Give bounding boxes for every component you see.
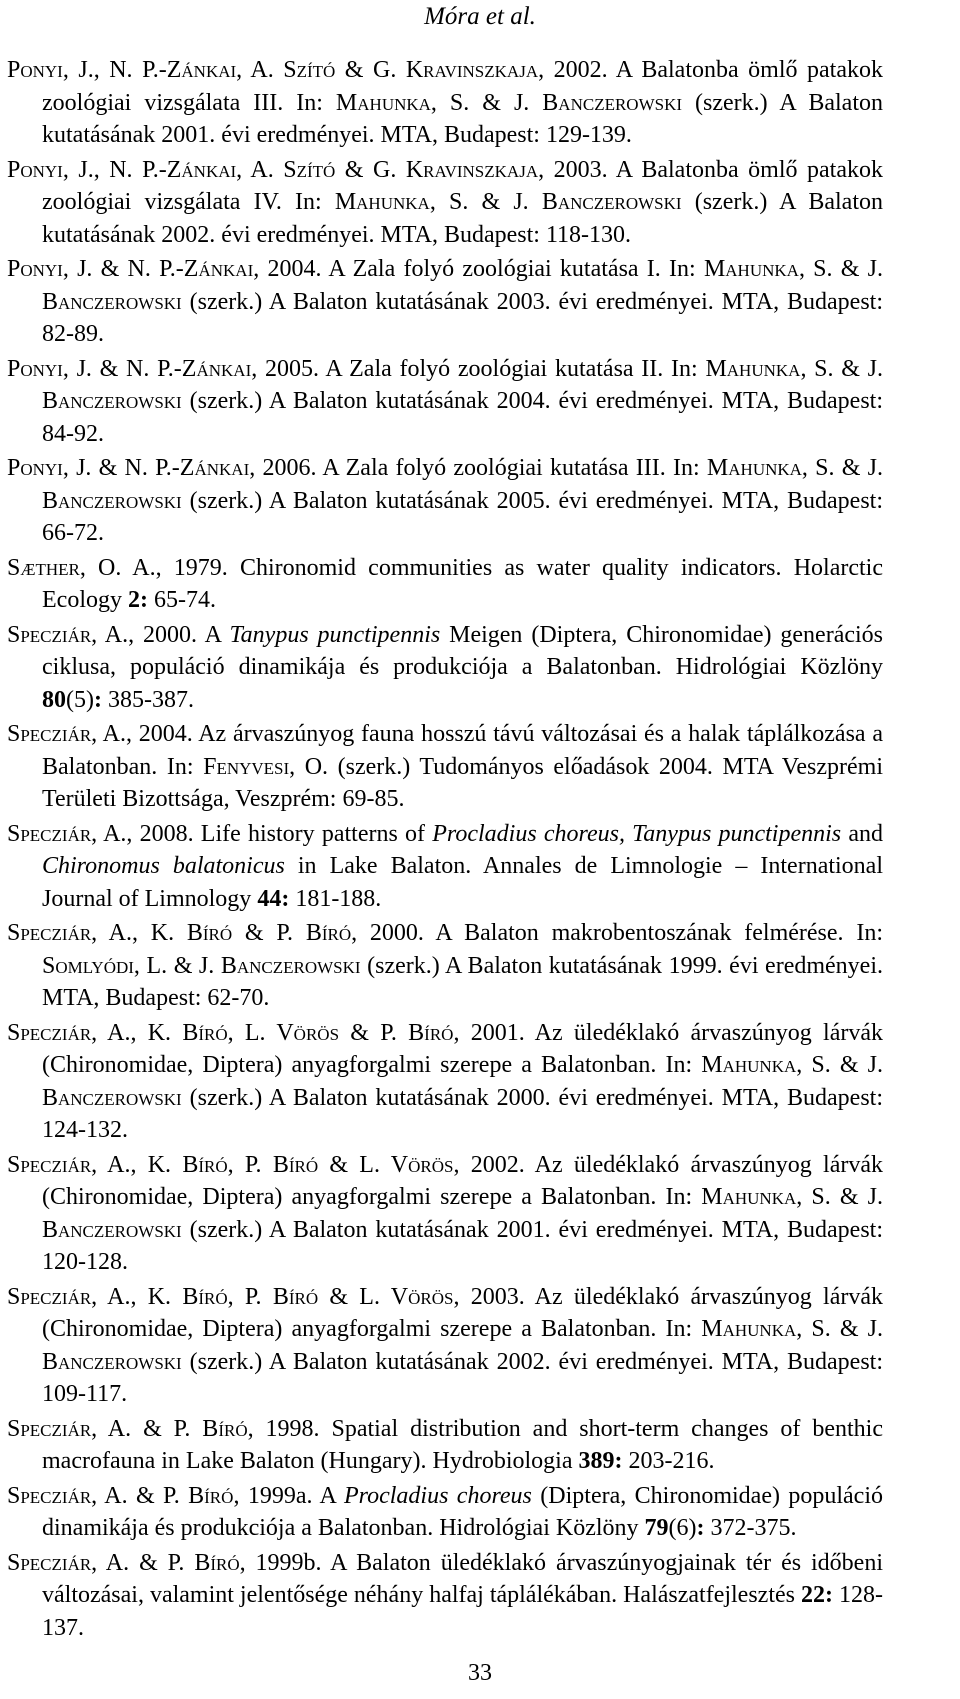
reference-text: Tanypus punctipennis	[229, 621, 441, 648]
reference-text: , 2008. Life history patterns of	[126, 820, 433, 847]
reference-text: Chironomus balatonicus	[42, 853, 285, 879]
reference-entry	[7, 1480, 883, 1545]
reference-text: (szerk.) Tudományos előadások 2004. MTA Veszprémi Területi Bizottsága, Veszprém: 69-85.	[42, 753, 884, 812]
reference-text: Mahunka, S. & J. Banczerowski	[334, 189, 682, 215]
reference-text: Mahunka, S. & J. Banczerowski	[42, 1184, 884, 1243]
reference-text: Specziár, A. & P. Bíró	[7, 1482, 234, 1509]
reference-text: (szerk.) A Balaton kutatásának 1999. évi eredményei. MTA, Budapest: 62-70.	[42, 952, 883, 1011]
reference-text: Ponyi, J. & N. P.-Zánkai	[7, 355, 252, 382]
reference-text: (szerk.) A Balaton kutatásának 2004. évi eredményei. MTA, Budapest: 84-92.	[42, 388, 883, 447]
reference-text: , 2004. A Zala folyó zoológiai kutatása I. In:	[253, 256, 704, 282]
reference-text: Mahunka, S. & J. Banczerowski	[42, 455, 883, 514]
reference-text: , 2005. A Zala folyó zoológiai kutatása II. In:	[251, 355, 706, 382]
reference-text: in Lake Balaton. Annales de Limnologie – International Journal of Limnology	[42, 853, 884, 912]
reference-list	[7, 54, 883, 1646]
reference-text: Meigen (Diptera, Chironomidae) generációs ciklusa, populáció dinamikája és produkciója a Balatonban. Hidrológiai Közlöny	[42, 621, 884, 680]
reference-text: Specziár, A. & P. Bíró	[7, 1415, 248, 1442]
reference-text: Specziár, A., K. Bíró, L. Vörös & P. Bíró	[7, 1019, 454, 1046]
reference-text: 44:	[257, 885, 290, 912]
reference-entry	[7, 1017, 883, 1147]
reference-text: 80	[42, 686, 66, 713]
reference-text: (6)	[668, 1515, 697, 1541]
reference-entry	[7, 1547, 883, 1645]
reference-text: (szerk.) A Balaton kutatásának 2003. évi eredményei. MTA, Budapest: 82-89.	[42, 288, 883, 347]
reference-text: 2:	[127, 587, 148, 613]
reference-text: Mahunka, S. & J. Banczerowski	[42, 1316, 884, 1375]
reference-entry	[7, 1413, 883, 1478]
reference-text: Fenyvesi, O.	[203, 753, 329, 780]
reference-text: (szerk.) A Balaton kutatásának 2000. évi eredményei. MTA, Budapest: 124-132.	[42, 1084, 883, 1143]
reference-text: 65-74.	[147, 587, 216, 613]
reference-text: 372-375.	[704, 1515, 797, 1541]
page-number: 33	[468, 1660, 492, 1686]
reference-text: Ponyi, J. & N. P.-Zánkai	[7, 455, 250, 481]
reference-entry	[7, 452, 883, 550]
reference-text: (szerk.) A Balaton kutatásának 2002. évi eredményei. MTA, Budapest: 118-130.	[42, 189, 883, 248]
reference-text: Ponyi, J., N. P.-Zánkai, A. Szító & G. Kravinszkaja	[7, 57, 539, 83]
reference-text: , 2001. Az üledéklakó árvaszúnyog lárvák (Chironomidae, Diptera) anyagforgalmi szerepe a Balatonban. In:	[42, 1019, 883, 1078]
reference-text: Specziár, A.	[7, 820, 127, 847]
reference-text: 389:	[578, 1448, 623, 1474]
reference-text: Ponyi, J. & N. P.-Zánkai	[7, 256, 254, 282]
reference-text: Specziár, A., K. Bíró & P. Bíró	[7, 920, 352, 946]
reference-entry	[7, 917, 883, 1015]
reference-text: 181-188.	[289, 885, 382, 912]
reference-text: , 1998. Spatial distribution and short-term changes of benthic macrofauna in Lake Balaton (Hungary). Hydrobiologia	[42, 1415, 883, 1474]
reference-text: (Diptera, Chironomidae) populáció dinamikája és produkciója a Balatonban. Hidrológiai Közlöny	[42, 1482, 883, 1541]
reference-text: Mahunka, S. & J. Banczerowski	[42, 256, 883, 315]
reference-entry	[7, 619, 883, 717]
reference-text: 22:	[801, 1582, 833, 1608]
reference-entry	[7, 54, 883, 152]
reference-text: , 2002. A Balatonba ömlő patakok zoológiai vizsgálata III. In:	[42, 57, 883, 116]
reference-text: , 2006. A Zala folyó zoológiai kutatása III. In:	[249, 455, 707, 481]
reference-text: (szerk.) A Balaton kutatásának 2001. évi eredményei. MTA, Budapest: 129-139.	[42, 89, 883, 148]
reference-entry	[7, 818, 883, 916]
reference-text: Mahunka, S. & J. Banczerowski	[335, 89, 683, 116]
reference-text: , 1979. Chironomid communities as water quality indicators. Holarctic Ecology	[42, 554, 883, 613]
reference-entry	[7, 353, 883, 451]
reference-text: (szerk.) A Balaton kutatásának 2001. évi eredményei. MTA, Budapest: 120-128.	[42, 1216, 883, 1275]
reference-text: Procladius choreus, Tanypus punctipennis	[432, 820, 842, 847]
reference-text: , 2004. Az árvaszúnyog fauna hosszú távú változásai és a halak táplálkozása a Balatonban. In:	[42, 721, 883, 780]
reference-text: Mahunka, S. & J. Banczerowski	[42, 355, 884, 414]
reference-entry	[7, 1281, 883, 1411]
reference-text: (5)	[66, 686, 94, 713]
reference-text: Ponyi, J., N. P.-Zánkai, A. Szító & G. Kravinszkaja	[7, 156, 539, 183]
reference-entry	[7, 552, 883, 617]
reference-text: (szerk.) A Balaton kutatásának 2002. évi eredményei. MTA, Budapest: 109-117.	[42, 1348, 883, 1407]
reference-text: , 2003. Az üledéklakó árvaszúnyog lárvák (Chironomidae, Diptera) anyagforgalmi szerepe a Balatonban. In:	[42, 1283, 883, 1342]
reference-text: , 2000. A	[128, 621, 230, 648]
reference-text: Specziár, A.	[7, 621, 129, 648]
reference-text: Sæther, O. A.	[7, 554, 156, 581]
reference-text: 385-387.	[101, 686, 194, 713]
reference-text: Procladius choreus	[343, 1482, 532, 1509]
reference-text: , 2000. A Balaton makrobentoszának felmérése. In:	[351, 920, 883, 946]
reference-entry	[7, 253, 883, 351]
reference-text: :	[696, 1515, 705, 1541]
reference-text: Specziár, A.	[7, 721, 126, 747]
reference-text: :	[93, 686, 102, 713]
reference-text: , 2003. A Balatonba ömlő patakok zoológiai vizsgálata IV. In:	[42, 156, 883, 215]
reference-entry	[7, 154, 883, 252]
reference-entry	[7, 1149, 883, 1279]
reference-text: Mahunka, S. & J. Banczerowski	[42, 1052, 884, 1111]
reference-text: , 1999a. A	[233, 1482, 344, 1509]
reference-text: 203-216.	[622, 1448, 715, 1474]
reference-text: 128-137.	[42, 1582, 883, 1641]
reference-text: Specziár, A., K. Bíró, P. Bíró & L. Vörös	[7, 1151, 454, 1178]
reference-text: (szerk.) A Balaton kutatásának 2005. évi eredményei. MTA, Budapest: 66-72.	[42, 487, 883, 546]
reference-text: , 2002. Az üledéklakó árvaszúnyog lárvák (Chironomidae, Diptera) anyagforgalmi szerepe a Balatonban. In:	[42, 1151, 883, 1210]
reference-text: Somlyódi, L. & J. Banczerowski	[42, 952, 361, 979]
reference-text: and	[841, 820, 883, 847]
running-header: Móra et al.	[424, 3, 536, 30]
reference-text: Specziár, A. & P. Bíró	[7, 1549, 240, 1576]
reference-text: Specziár, A., K. Bíró, P. Bíró & L. Vörös	[7, 1283, 454, 1310]
reference-text: 79	[644, 1515, 669, 1541]
reference-text: , 1999b. A Balaton üledéklakó árvaszúnyogjainak tér és időbeni változásai, valamint jelentősége néhány halfaj táplálékában. Halászatfejlesztés	[42, 1549, 883, 1608]
reference-entry	[7, 718, 883, 816]
